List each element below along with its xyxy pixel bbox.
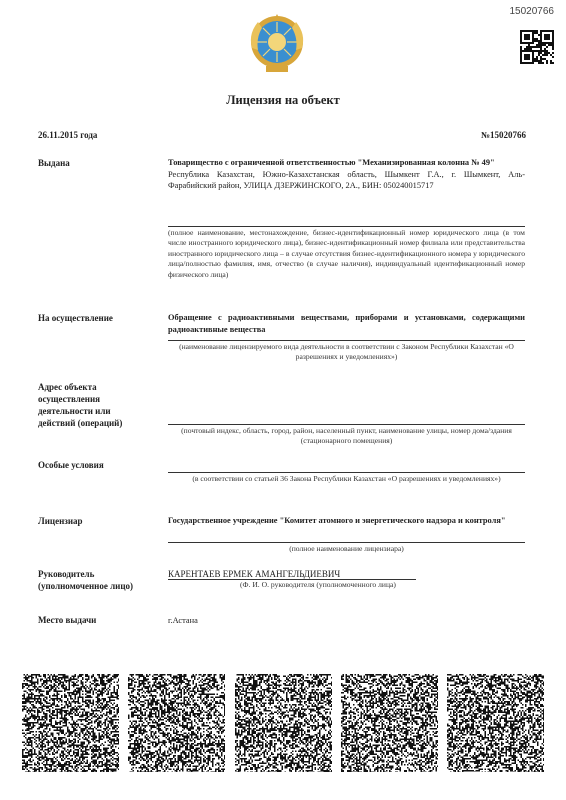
qr-code-icon [447, 674, 544, 772]
qr-code-row [22, 674, 544, 772]
place-value: г.Астана [168, 616, 198, 625]
qr-code-icon [128, 674, 225, 772]
state-emblem-icon [248, 14, 306, 74]
document-id: 15020766 [509, 6, 554, 17]
head-label: Руководитель (уполномоченное лицо) [38, 569, 134, 591]
license-number: №15020766 [480, 130, 526, 140]
issue-date: 26.11.2015 года [38, 130, 98, 140]
head-value: КАРЕНТАЕВ ЕРМЕК АМАНГЕЛЬДИЕВИЧ [168, 569, 341, 579]
conditions-hint: (в соответствии со статьей 36 Закона Республики Казахстан «О разрешениях и уведомлениях») [192, 474, 501, 483]
place-label: Место выдачи [38, 615, 97, 625]
licensor-label: Лицензиар [38, 516, 83, 526]
address-hint: (почтовый индекс, область, город, район, населенный пункт, наименование улицы, номер дома/здания (стационарного помещения) [181, 426, 512, 446]
address-label: Адрес объекта осуществления деятельности или действий (операций) [38, 382, 123, 428]
activity-hint: (наименование лицензируемого вида деятельности в соответствии с Законом Республики Казахстан «О разрешениях и уведомлениях») [179, 342, 514, 362]
issued-org-name: Товарищество с ограниченной ответственностью "Механизированная колонна № 49" [168, 158, 495, 167]
qr-code-small-icon [520, 30, 554, 64]
divider-address [168, 424, 525, 425]
issued-block [168, 157, 525, 192]
qr-code-icon [22, 674, 119, 772]
divider-issued [168, 226, 525, 227]
activity-label: На осуществление [38, 313, 113, 323]
qr-code-icon [341, 674, 438, 772]
licensor-hint: (полное наименование лицензиара) [289, 544, 404, 553]
head-hint: (Ф. И. О. руководителя (уполномоченного лица) [240, 580, 396, 589]
conditions-label: Особые условия [38, 460, 104, 470]
licensor-value: Государственное учреждение "Комитет атомного и энергетического надзора и контроля" [168, 516, 506, 525]
divider-activity [168, 340, 525, 341]
divider-licensor [168, 542, 525, 543]
issued-label: Выдана [38, 158, 70, 168]
qr-code-icon [235, 674, 332, 772]
divider-conditions [168, 472, 525, 473]
activity-value: Обращение с радиоактивными веществами, приборами и установками, содержащими радиоактивные вещества [168, 313, 525, 334]
document-title: Лицензия на объект [226, 93, 340, 107]
issued-hint: (полное наименование, местонахождение, бизнес-идентификационный номер юридического лица (в том числе иностранного юридического лица), бизнес-идентификационный номер филиала или представительства иностранного юридического лица – в случае отсутствия бизнес-идентификационного номера у юридического лица/полностью фамилия, имя, отчество (в случае наличия), индивидуальный идентификационный номер физического лица) [168, 228, 525, 279]
issued-address: Республика Казахстан, Южно-Казахстанская область, Шымкент Г.А., г. Шымкент, Аль-Фарабийский район, УЛИЦА ДЗЕРЖИНСКОГО, 2А., БИН: 050240015717 [168, 169, 525, 190]
